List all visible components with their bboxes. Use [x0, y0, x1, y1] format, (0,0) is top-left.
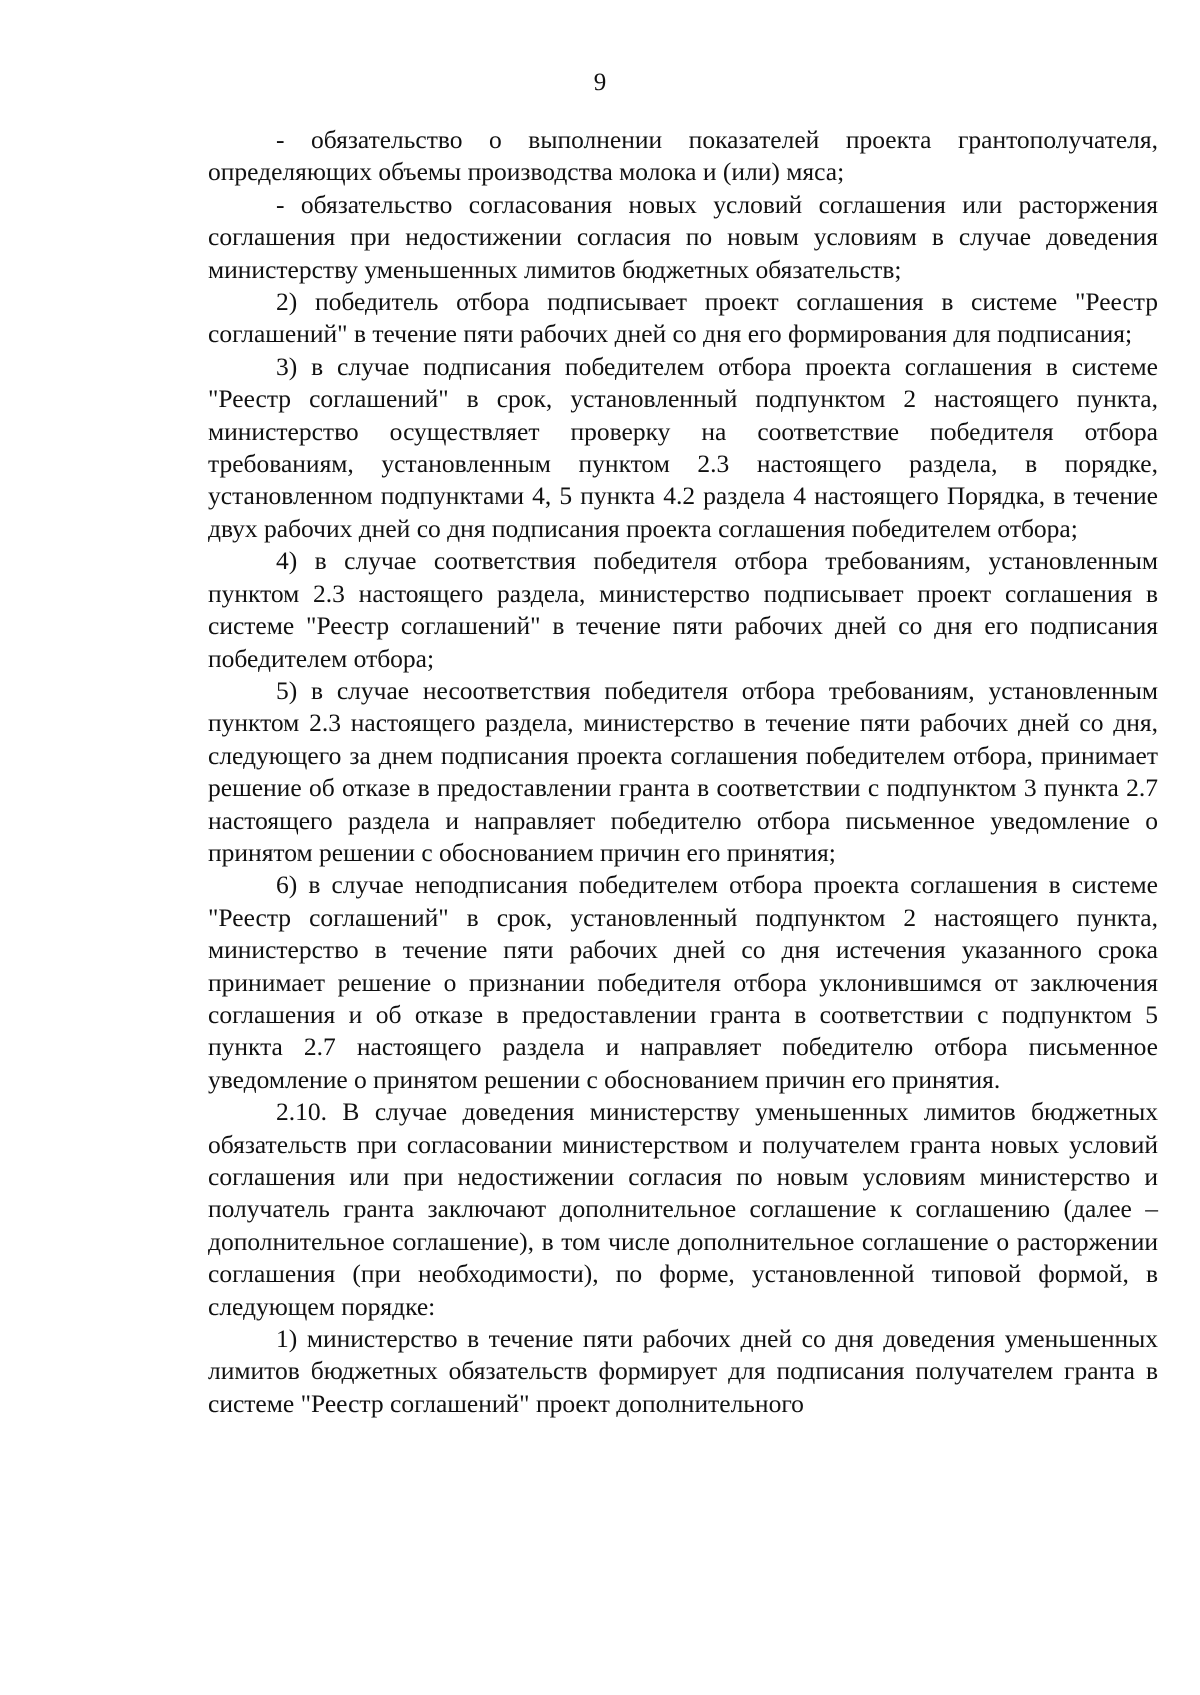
paragraph-item-2: 2) победитель отбора подписывает проект соглашения в системе "Реестр соглашений" в течение пяти рабочих дней со дня его формирования для подписания; [208, 287, 1158, 349]
paragraph-obligation-new-conditions: - обязательство согласования новых условий соглашения или расторжения соглашения при недостижении согласия по новым условиям в случае доведения министерству уменьшенных лимитов бюджетных обязательств; [208, 189, 1158, 284]
paragraph-obligation-indicators: - обязательство о выполнении показателей проекта грантополучателя, определяющих объемы производства молока и (или) мяса; [208, 125, 1158, 187]
paragraph-item-4: 4) в случае соответствия победителя отбора требованиям, установленным пунктом 2.3 настоящего раздела, министерство подписывает проект соглашения в системе "Реестр соглашений" в течение пяти рабочих дней со дня его подписания победителем отбора; [208, 546, 1158, 673]
paragraph-item-3: 3) в случае подписания победителем отбора проекта соглашения в системе "Реестр соглашений" в срок, установленный подпунктом 2 настоящего пункта, министерство осуществляет проверку на соответствие победителя отбора требованиям, установленным пунктом 2.3 настоящего раздела, в порядке, установленном подпунктами 4, 5 пункта 4.2 раздела 4 настоящего Порядка, в течение двух рабочих дней со дня подписания проекта соглашения победителем отбора; [208, 351, 1158, 543]
paragraph-section-2-10-item-1: 1) министерство в течение пяти рабочих дней со дня доведения уменьшенных лимитов бюджетных обязательств формирует для подписания получателем гранта в системе "Реестр соглашений" проект дополнительного [208, 1324, 1158, 1418]
paragraph-section-2-10: 2.10. В случае доведения министерству уменьшенных лимитов бюджетных обязательств при согласовании министерством и получателем гранта новых условий соглашения или при недостижении согласия по новым условиям министерство и получатель гранта заключают дополнительное соглашение к соглашению (далее – дополнительное соглашение), в том числе дополнительное соглашение о расторжении соглашения (при необходимости), по форме, установленной типовой формой, в следующем порядке: [208, 1097, 1158, 1321]
page-number: 9 [593, 69, 607, 96]
paragraph-item-5: 5) в случае несоответствия победителя отбора требованиям, установленным пунктом 2.3 настоящего раздела, министерство в течение пяти рабочих дней со дня, следующего за днем подписания проекта соглашения победителем отбора, принимает решение об отказе в предоставлении гранта в соответствии с подпунктом 3 пункта 2.7 настоящего раздела и направляет победителю отбора письменное уведомление о принятом решении с обоснованием причин его принятия; [208, 675, 1158, 867]
document-body [208, 124, 1158, 1420]
paragraph-item-6: 6) в случае неподписания победителем отбора проекта соглашения в системе "Реестр соглашений" в срок, установленный подпунктом 2 настоящего пункта, министерство в течение пяти рабочих дней со дня истечения указанного срока принимает решение о признании победителя отбора уклонившимся от заключения соглашения и об отказе в предоставлении гранта в соответствии с подпунктом 5 пункта 2.7 настоящего раздела и направляет победителю отбора письменное уведомление о принятом решении с обоснованием причин его принятия. [208, 870, 1158, 1094]
